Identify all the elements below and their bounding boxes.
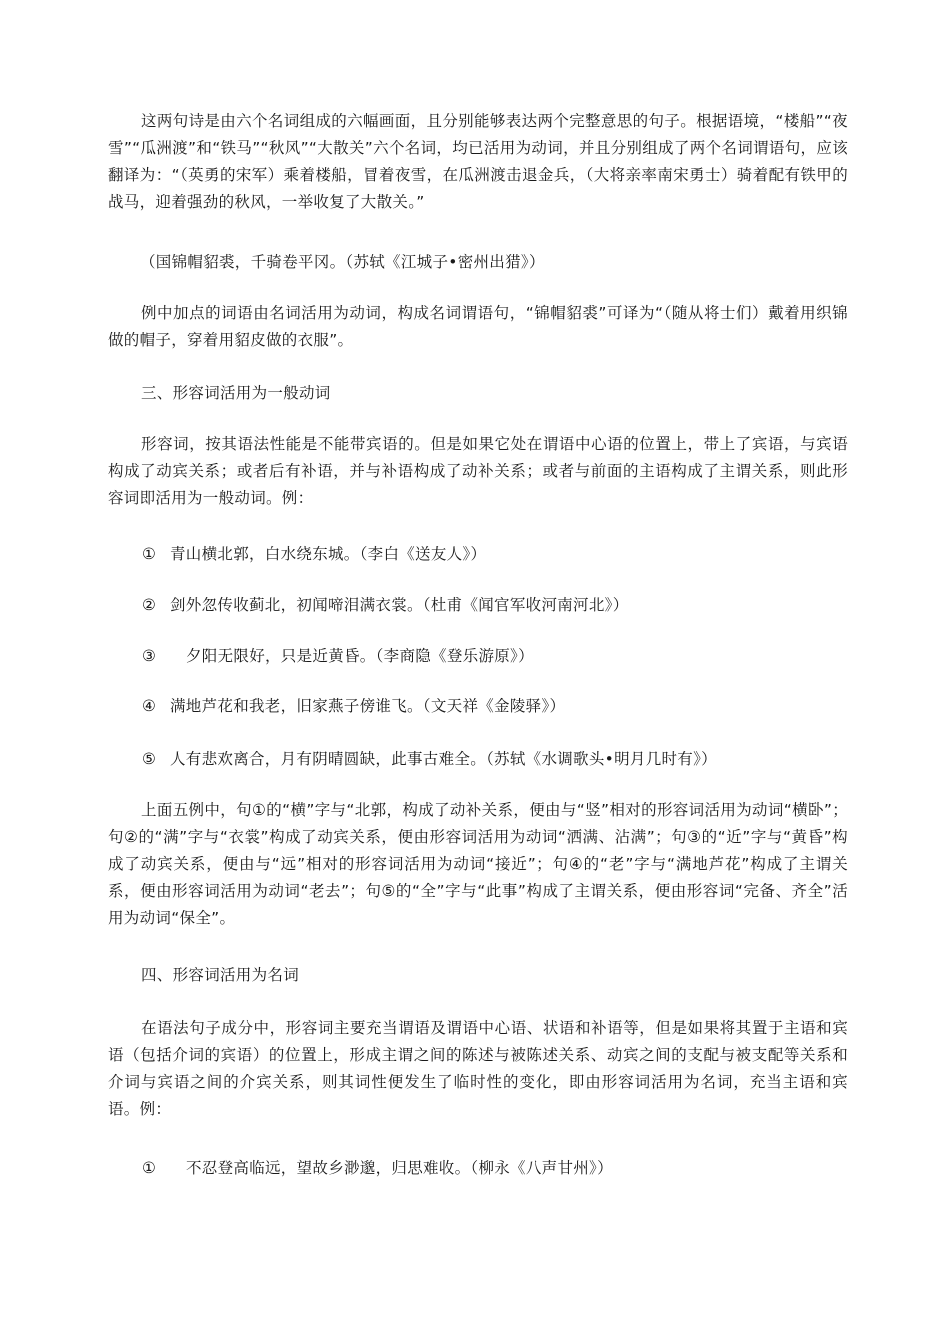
- example-2-text: 剑外忽传收蓟北，初闻啼泪满衣裳。（杜甫《闻官军收河南河北》）: [170, 596, 629, 614]
- example-noun-1-number: ①: [142, 1159, 157, 1177]
- paragraph-adj-to-noun: 在语法句子成分中，形容词主要充当谓语及谓语中心语、状语和补语等，但是如果将其置于主语和宾语（包括介词的宾语）的位置上，形成主谓之间的陈述与被陈述关系、动宾之间的支配与被支配等关系和介词与宾语之间的介宾关系，则其词性便发生了临时性的变化，即由形容词活用为名词，充当主语和宾语。例：: [108, 1019, 848, 1118]
- example-noun-1-text: 不忍登高临远，望故乡渺邈，归思难收。（柳永《八声甘州》）: [186, 1159, 613, 1177]
- section-heading-3: 三、形容词活用为一般动词: [141, 384, 331, 402]
- example-4-text: 满地芦花和我老，旧家燕子傍谁飞。（文天祥《金陵驿》）: [170, 697, 566, 715]
- example-2: [142, 592, 882, 619]
- example-1: [142, 541, 882, 568]
- example-4: [142, 693, 882, 720]
- example-5-number: ⑤: [142, 750, 157, 768]
- example-1-number: ①: [142, 545, 157, 563]
- example-noun-1: [142, 1155, 882, 1182]
- example-5: [142, 746, 882, 773]
- section-heading-4: 四、形容词活用为名词: [141, 966, 300, 984]
- paragraph-explanation: 例中加点的词语由名词活用为动词，构成名词谓语句，“锦帽貂裘”可译为“（随从将士们）戴着用织锦做的帽子，穿着用貂皮做的衣服”。: [108, 304, 848, 349]
- quote-jiangchengzi: （国锦帽貂裘，千骑卷平冈。（苏轼《江城子•密州出猎》）: [140, 253, 545, 271]
- example-3-text: 夕阳无限好，只是近黄昏。（李商隐《登乐游原》）: [186, 647, 534, 665]
- paragraph-adj-to-verb: 形容词，按其语法性能是不能带宾语的。但是如果它处在谓语中心语的位置上，带上了宾语，与宾语构成了动宾关系；或者后有补语，并与补语构成了动补关系；或者与前面的主语构成了主谓关系，则此形容词即活用为一般动词。例：: [108, 435, 848, 507]
- paragraph-analysis: 上面五例中，句①的“横”字与“北郭，构成了动补关系，便由与“竖”相对的形容词活用为动词“横卧”；句②的“满”字与“衣裳”构成了动宾关系，便由形容词活用为动词“洒满、沾满”；句③的“近”字与“黄昏”构成了动宾关系，便由与“远”相对的形容词活用为动词“接近”；句④的“老”字与“满地芦花”构成了主谓关系，便由形容词活用为动词“老去”；句⑤的“全”字与“此事”构成了主谓关系，便由形容词“完备、齐全”活用为动词“保全”。: [108, 801, 848, 927]
- paragraph-translation: 这两句诗是由六个名词组成的六幅画面，且分别能够表达两个完整意思的句子。根据语境，“楼船”“夜雪”“瓜洲渡”和“铁马”“秋风”“大散关”六个名词，均已活用为动词，并且分别组成了两个名词谓语句，应该翻译为：“（英勇的宋军）乘着楼船，冒着夜雪，在瓜洲渡击退金兵，（大将亲率南宋勇士）骑着配有铁甲的战马，迎着强劲的秋风，一举收复了大散关。”: [108, 112, 848, 211]
- example-3: [142, 643, 882, 670]
- example-5-text: 人有悲欢离合，月有阴晴圆缺，此事古难全。（苏轼《水调歌头•明月几时有》）: [170, 750, 717, 768]
- example-3-number: ③: [142, 647, 157, 665]
- example-4-number: ④: [142, 697, 157, 715]
- example-1-text: 青山横北郭，白水绕东城。（李白《送友人》）: [170, 545, 487, 563]
- example-2-number: ②: [142, 596, 157, 614]
